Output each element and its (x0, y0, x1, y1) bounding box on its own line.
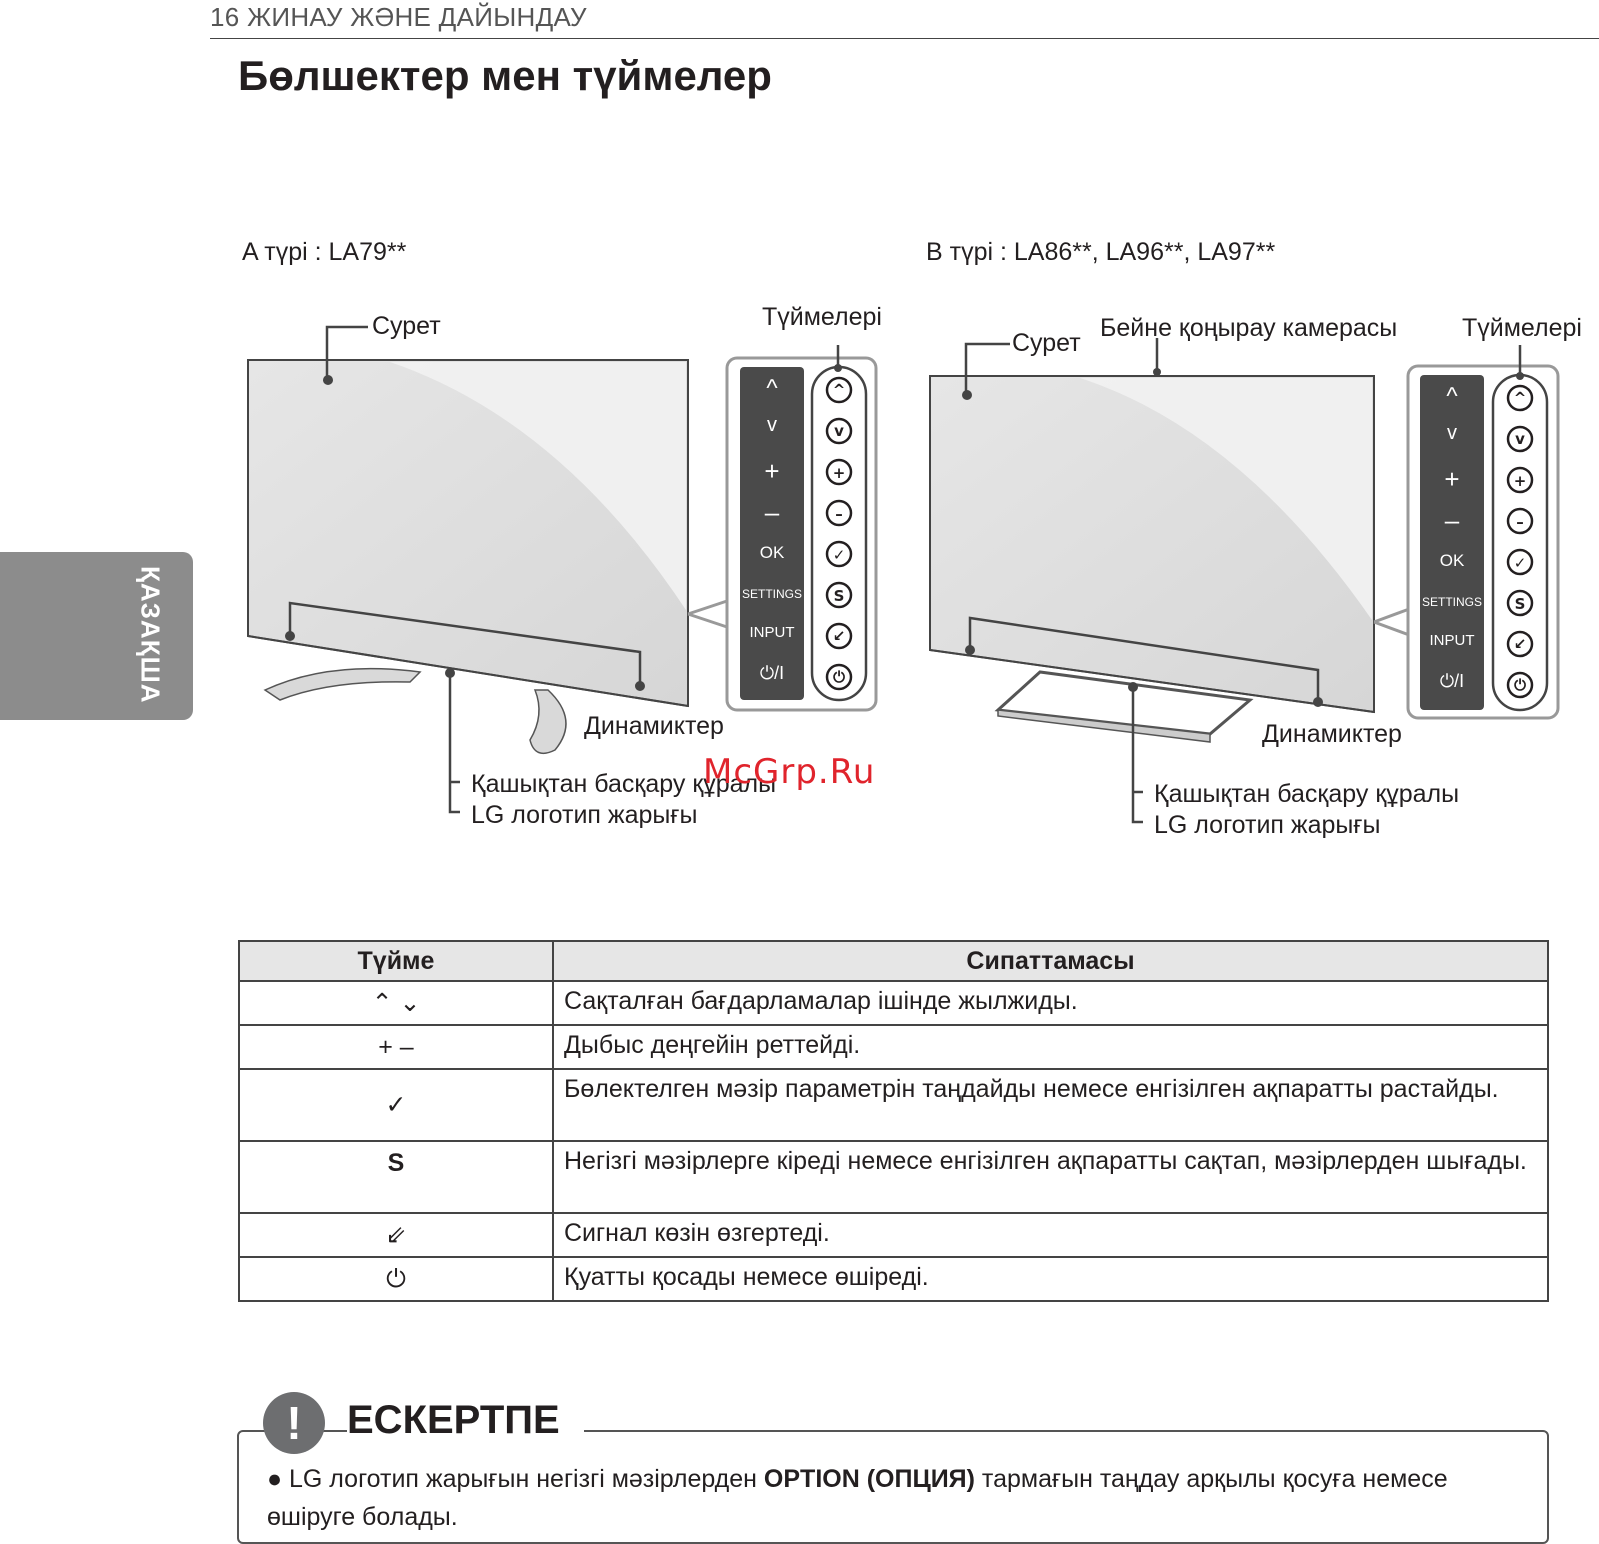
input-label: INPUT (749, 624, 795, 641)
language-tab-label: ҚАЗАҚША (135, 566, 166, 704)
plus-label: + (1444, 464, 1460, 494)
bullet-icon: ● (267, 1465, 283, 1493)
type-a-logo-label: LG логотип жарығы (471, 801, 698, 829)
input-label: INPUT (1429, 632, 1475, 649)
svg-text:^: ^ (1513, 389, 1527, 407)
row-description: Негізгі мәзірлерге кіреді немесе енгізілген ақпаратты сақтап, мәзірлерден шығады. (553, 1141, 1548, 1213)
power-label: ⏻/I (759, 663, 785, 683)
row-symbol-power: ⏻ (239, 1257, 553, 1301)
row-description: Дыбыс деңгейін реттейді. (553, 1025, 1548, 1069)
buttons-table (238, 940, 1549, 1302)
type-b-logo-label: LG логотип жарығы (1154, 811, 1381, 839)
table-row (239, 1257, 1548, 1301)
down-label: v (767, 414, 777, 436)
up-label: ^ (766, 375, 778, 402)
table-header-row (239, 941, 1548, 981)
settings-label: SETTINGS (1421, 595, 1482, 609)
type-a-panel-labels (740, 374, 804, 702)
watermark: McGrp.Ru (703, 752, 876, 792)
type-b-remote-label: Қашықтан басқару құралы (1154, 780, 1460, 808)
table-row (239, 1141, 1548, 1213)
table-row (239, 1025, 1548, 1069)
svg-text:–: – (835, 505, 843, 523)
note-text-after: тармағын таңдау арқылы қосуға немесе өшіруге болады. (267, 1465, 1448, 1531)
svg-text:S: S (833, 587, 845, 605)
svg-text:↙: ↙ (832, 627, 846, 645)
up-label: ^ (1446, 383, 1458, 410)
svg-text:S: S (1514, 595, 1526, 613)
plus-label: + (764, 456, 780, 486)
svg-text:v: v (1515, 430, 1525, 448)
row-symbol-input: ⇙ (239, 1213, 553, 1257)
minus-label: – (764, 497, 780, 527)
power-label: ⏻/I (1439, 671, 1465, 691)
note-text-bold: OPTION (ОПЦИЯ) (763, 1465, 975, 1493)
note-title: ЕСКЕРТПЕ (347, 1398, 584, 1443)
type-a-buttons-label: Түймелері (762, 303, 882, 331)
note-text-before: LG логотип жарығын негізгі мәзірлерден (289, 1465, 764, 1493)
svg-text:v: v (834, 422, 844, 440)
ok-label: OK (759, 543, 785, 562)
type-b-camera-label: Бейне қоңырау камерасы (1100, 314, 1398, 342)
row-symbol-up-down: ⌃ ⌄ (239, 981, 553, 1025)
table-row (239, 1213, 1548, 1257)
svg-text:✓: ✓ (832, 546, 846, 564)
type-b-model: B түрі : LA86**, LA96**, LA97** (926, 238, 1276, 266)
svg-text:✓: ✓ (1513, 554, 1527, 572)
row-symbol-plus-minus: + – (239, 1025, 553, 1069)
type-b-speakers-label: Динамиктер (1262, 720, 1402, 748)
table-row (239, 981, 1548, 1025)
row-description: Қуатты қосады немесе өшіреді. (553, 1257, 1548, 1301)
exclamation-icon: ! (263, 1392, 325, 1454)
row-symbol-check: ✓ (239, 1069, 553, 1141)
settings-label: SETTINGS (741, 587, 802, 601)
svg-text:–: – (1516, 513, 1524, 531)
svg-text:^: ^ (832, 381, 846, 399)
svg-text:↙: ↙ (1513, 635, 1527, 653)
ok-label: OK (1439, 551, 1465, 570)
type-b-panel-labels (1420, 382, 1484, 710)
type-b-buttons-label: Түймелері (1462, 314, 1582, 342)
row-description: Сигнал көзін өзгертеді. (553, 1213, 1548, 1257)
row-description: Сақталған бағдарламалар ішінде жылжиды. (553, 981, 1548, 1025)
svg-text:+: + (1513, 472, 1527, 490)
column-header-description: Сипаттамасы (553, 941, 1548, 981)
type-a-speakers-label: Динамиктер (584, 712, 724, 740)
svg-text:⏻: ⏻ (1514, 676, 1526, 694)
table-row (239, 1069, 1548, 1141)
type-a-picture-label: Сурет (372, 312, 441, 340)
row-description: Бөлектелген мәзір параметрін таңдайды немесе енгізілген ақпаратты растайды. (553, 1069, 1548, 1141)
page-number: 16 (210, 2, 240, 32)
note-text (267, 1460, 1537, 1536)
page-title: Бөлшектер мен түймелер (238, 52, 772, 99)
column-header-button: Түйме (239, 941, 553, 981)
svg-text:+: + (832, 464, 846, 482)
section-title: ЖИНАУ ЖӘНЕ ДАЙЫНДАУ (247, 2, 587, 32)
row-symbol-settings: S (239, 1141, 553, 1213)
minus-label: – (1444, 505, 1460, 535)
type-a-remote-label: Қашықтан басқару құралы (471, 770, 777, 798)
type-a-model: A түрі : LA79** (242, 238, 407, 266)
type-b-picture-label: Сурет (1012, 329, 1081, 357)
down-label: v (1447, 422, 1457, 444)
svg-text:⏻: ⏻ (833, 668, 845, 686)
